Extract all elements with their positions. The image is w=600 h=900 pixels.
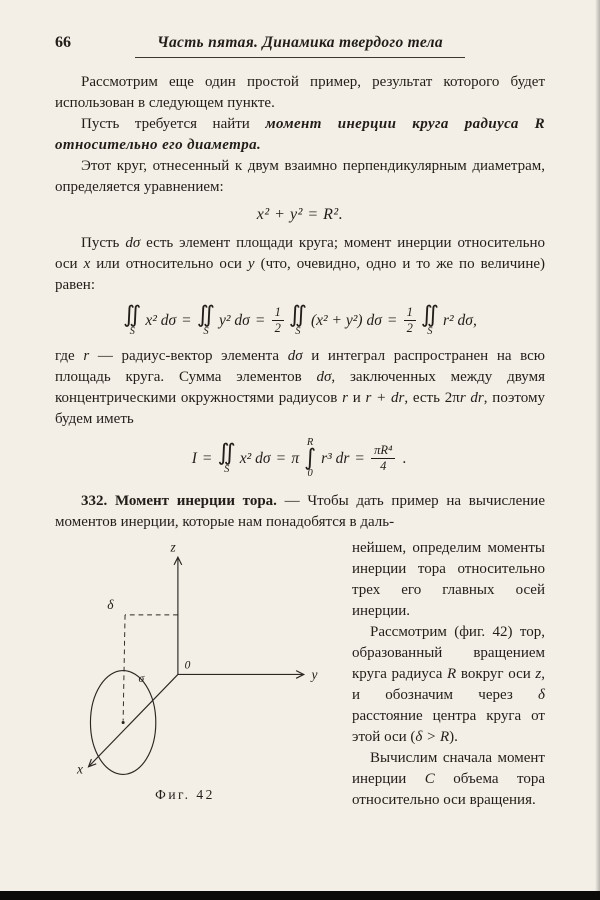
integral-symbol: ∫ (304, 445, 317, 471)
double-integral (289, 304, 307, 337)
text-run: или относительно оси (90, 256, 248, 272)
text-run: Вычислим сначала момент инерции (352, 750, 545, 787)
math-term: x² dσ (145, 311, 177, 329)
text-run: расстояние центра круга от этой оси ( (352, 708, 545, 745)
math-run: x (83, 256, 91, 272)
double-integral (197, 304, 215, 337)
integral-domain: S (224, 464, 230, 475)
math-term: I (191, 449, 197, 467)
double-integral-symbol: ∬ (288, 302, 307, 328)
text-run: , и обозначим через (352, 666, 546, 703)
x-axis-label: x (77, 761, 83, 777)
double-integral-symbol: ∬ (420, 302, 439, 328)
integral-with-limits (304, 438, 316, 479)
pi-symbol: π (291, 449, 300, 467)
double-integral-symbol: ∬ (123, 302, 142, 328)
text-run: где (55, 348, 84, 364)
text-run: — радиус-вектор элемента (89, 348, 288, 364)
text-run: есть элемент площади круга; момент инерции относительно оси (55, 235, 545, 272)
math-run: r + dr (365, 390, 405, 406)
fraction-denominator: 4 (380, 459, 387, 473)
page-number: 66 (55, 34, 71, 51)
text-run: Пусть требуется найти (81, 116, 266, 132)
math-run: y (247, 256, 255, 272)
text-run: нейшем, определим моменты инерции тора относительно трех его главных осей инерции. (352, 540, 545, 619)
text-run: ). (449, 729, 458, 745)
fraction-numerator: 1 (404, 306, 416, 321)
y-axis-label: y (311, 667, 318, 683)
math-run: dσ (287, 348, 303, 364)
integral-lower-limit: 0 (307, 468, 313, 479)
text-run: и интеграл распространен на всю площадь круга. Сумма элементов (55, 348, 546, 385)
double-integral (123, 304, 141, 337)
paragraph-circle-equation-intro (55, 156, 545, 198)
text-run: , заключенных между двумя концентрическими окружностями радиусов (55, 369, 545, 406)
math-term: x² dσ (239, 449, 271, 467)
fraction-result (371, 444, 395, 473)
math-run: dσ (125, 235, 141, 251)
text-run: и (347, 390, 366, 406)
fraction-numerator: πR⁴ (371, 444, 395, 459)
integral-domain: S (427, 326, 433, 337)
fraction-numerator: 1 (272, 306, 284, 321)
fraction-one-half (404, 306, 416, 335)
math-term: r³ dr (321, 449, 350, 467)
circle-center-dot (122, 721, 125, 724)
fraction-denominator: 2 (274, 321, 281, 335)
equals-sign: = (182, 311, 191, 329)
equals-sign: = (255, 311, 265, 329)
delta-dashed-vertical (123, 615, 125, 721)
math-term: (x² + y²) dσ (310, 311, 382, 329)
double-integral (218, 442, 236, 475)
equation-circle (55, 206, 545, 224)
text-run: вокруг оси (456, 666, 536, 682)
z-axis-label: z (170, 539, 176, 555)
equals-sign: = (202, 449, 212, 467)
equals-sign: = (387, 311, 397, 329)
text-run: Рассмотрим (фиг. 42) тор, образованный вращением круга радиуса (352, 624, 545, 682)
integral-upper-limit: R (306, 437, 314, 448)
right-text-column (350, 538, 545, 811)
math-run: r (342, 390, 348, 406)
fraction-denominator: 2 (406, 321, 413, 335)
text-run: Рассмотрим еще один простой пример, результат которого будет использован в следующем пункте. (55, 74, 545, 111)
section-title: 332. Момент инерции тора. (81, 493, 277, 509)
integral-domain: S (203, 326, 209, 337)
math-run: z (535, 666, 542, 682)
equals-sign: = (355, 449, 365, 467)
equation-text: x² + y² = R². (256, 206, 344, 223)
math-run: δ > R (415, 729, 450, 745)
text-run: объема тора относительно оси вращения. (352, 771, 545, 808)
math-run: r dr (459, 390, 484, 406)
math-run: R (447, 666, 457, 682)
fraction-one-half (272, 306, 284, 335)
page-header (55, 34, 545, 56)
period: . (402, 449, 407, 467)
figure-42-torus-axes-diagram (55, 538, 345, 784)
paragraph-problem-statement (55, 114, 545, 156)
double-integral-symbol: ∬ (196, 302, 216, 328)
text-run: , есть 2π (404, 390, 460, 406)
text-run: Этот круг, отнесенный к двум взаимно перпендикулярным диаметрам, определяется уравнением: (55, 158, 545, 195)
equation-result (55, 438, 545, 479)
math-run: r (83, 348, 90, 364)
equation-moment-integrals (55, 304, 545, 337)
math-run: δ (538, 687, 545, 703)
integral-domain: S (129, 326, 135, 337)
scan-right-shadow (595, 0, 600, 900)
origin-label: 0 (184, 659, 191, 672)
integral-domain: S (295, 326, 301, 337)
double-integral-symbol: ∬ (217, 440, 236, 466)
math-run: dσ (316, 369, 332, 385)
text-run-emphasis: момент инерции круга радиуса R относительно его диаметра. (55, 116, 545, 153)
figure-block (55, 538, 350, 811)
figure-and-column-row (55, 538, 545, 811)
double-integral (421, 304, 439, 337)
sigma-label: σ (138, 673, 145, 686)
text-run: (что, очевидно, одно и то же по величине) равен: (55, 256, 546, 293)
text-run: , поэтому будем иметь (55, 390, 546, 427)
running-title: Часть пятая. Динамика твердого тела (157, 34, 443, 51)
paragraph-radius-vector (55, 346, 545, 430)
column-paragraph-continuation (352, 538, 545, 622)
header-rule (135, 57, 465, 58)
x-axis-line (89, 674, 178, 766)
math-run: C (424, 771, 435, 787)
section-332-heading-paragraph (55, 491, 545, 533)
figure-caption: Фиг. 42 (155, 787, 215, 802)
text-run: — Чтобы дать пример на вычисление моментов инерции, которые нам понадобятся в даль- (55, 493, 545, 530)
math-term: y² dσ (219, 311, 250, 329)
text-run: Пусть (81, 235, 126, 251)
math-term: r² dσ, (443, 311, 477, 329)
column-paragraph-torus (352, 622, 545, 748)
paragraph-area-element (55, 233, 545, 296)
scan-bottom-edge (0, 891, 600, 900)
delta-label: δ (107, 597, 114, 613)
paragraph-intro (55, 72, 545, 114)
column-paragraph-moment-c (352, 748, 545, 811)
equals-sign: = (276, 449, 286, 467)
